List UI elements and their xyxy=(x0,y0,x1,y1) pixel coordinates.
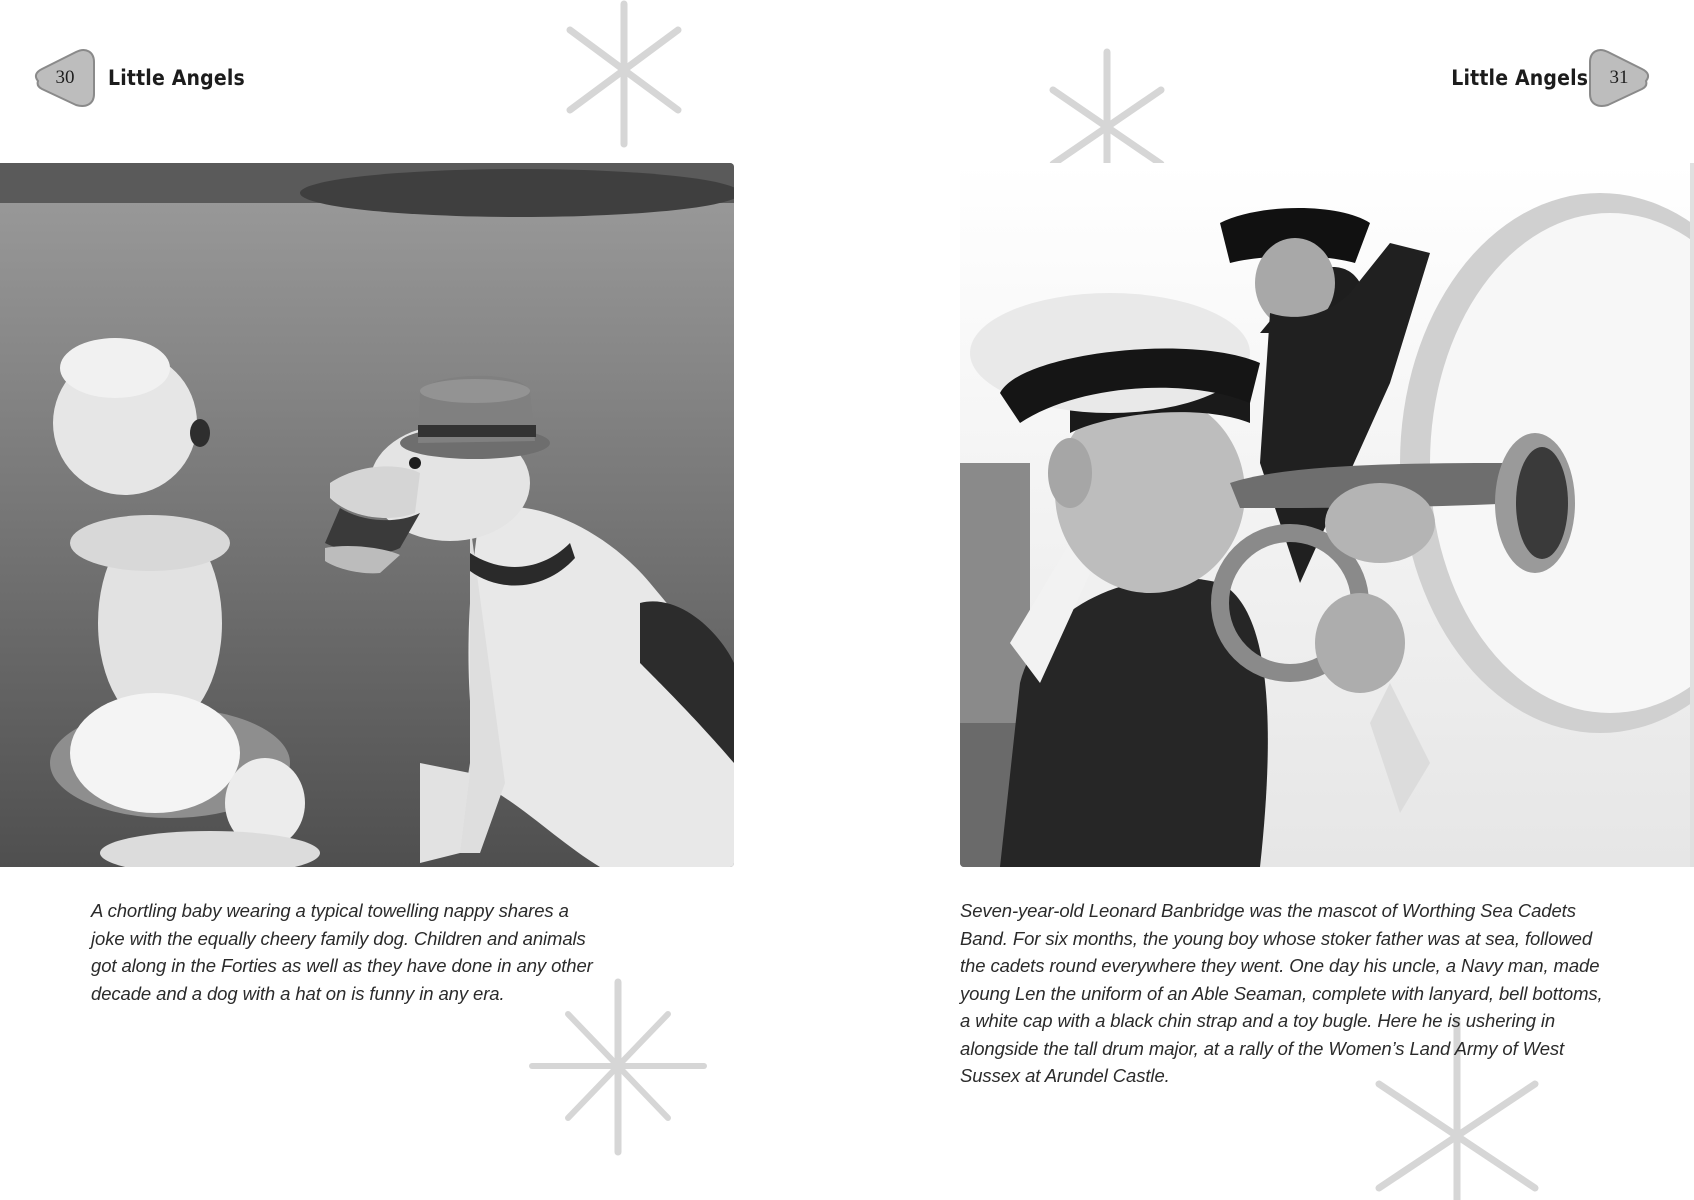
page-number-badge xyxy=(1586,48,1652,108)
page-number: 31 xyxy=(1609,67,1629,88)
right-page xyxy=(847,0,1694,1200)
asterisk-star-icon xyxy=(1045,48,1169,168)
photo-sea-cadet-boy xyxy=(960,163,1694,867)
photo-baby-and-dog xyxy=(0,163,734,867)
running-title: Little Angels xyxy=(1451,66,1588,90)
running-title: Little Angels xyxy=(108,66,245,90)
page-number: 30 xyxy=(55,67,75,88)
photo-caption: Seven-year-old Leonard Banbridge was the mascot of Worthing Sea Cadets Band. For six months, the young boy whose stoker father was at sea, followed the cadets round everywhere they went. One day his uncle, a Navy man, made young Len the uniform of an Able Seaman, complete with lanyard, bell bottoms, a white cap with a black chin strap and a toy bugle. Here he is ushering in alongside the tall drum major, at a rally of the Women’s Land Army of West Sussex at Arundel Castle. xyxy=(960,900,1603,1086)
asterisk-star-icon xyxy=(562,0,686,148)
photo-caption: A chortling baby wearing a typical towelling nappy shares a joke with the equally cheery family dog. Children and animals got along in the Forties as well as they have done in any other decade and a dog with a hat on is funny in any era. xyxy=(91,900,593,1004)
page-number-badge xyxy=(32,48,98,108)
